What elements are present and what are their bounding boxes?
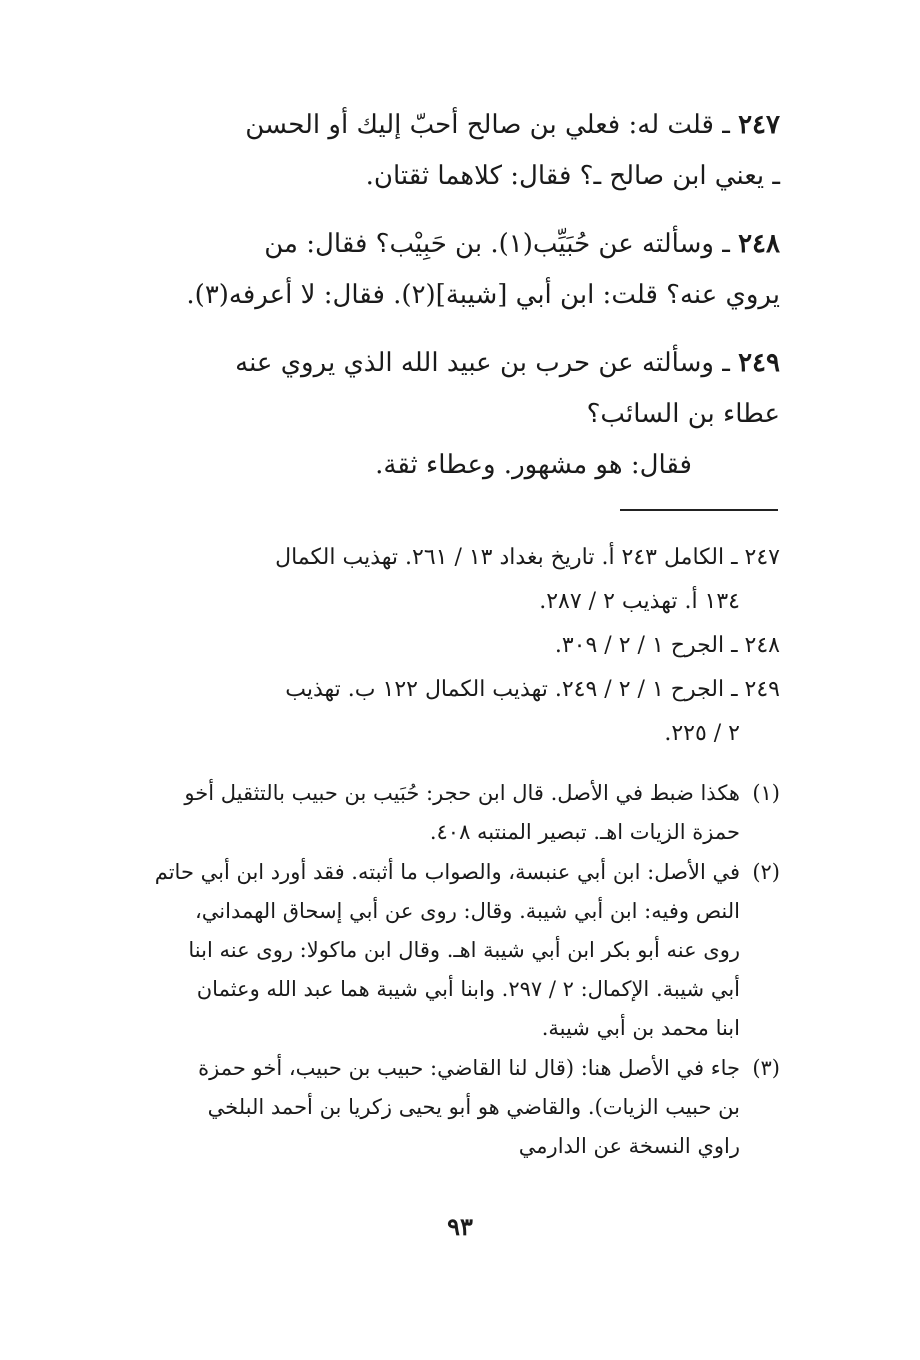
footnote-line: روى عنه أبو بكر ابن أبي شيبة اهـ. وقال ابن ماكولا: روى عنه ابنا [188, 938, 740, 962]
entry-line: عطاء بن السائب؟ [586, 399, 780, 429]
reference-line: ٢٤٩ ـ الجرح ١ / ٢ / ٢٤٩. تهذيب الكمال ١٢٢ ب. تهذيب [285, 677, 780, 702]
entry-line: ٢٤٨ ـ وسألته عن حُبَيِّب(١). بن حَبِيْب؟ فقال: من [264, 229, 780, 259]
main-text [108, 100, 780, 508]
entry-number: ٢٤٨ [738, 229, 780, 259]
reference-continuation: ١٣٤ أ. تهذيب ٢ / ٢٨٧. [539, 589, 740, 614]
footnote-line: جاء في الأصل هنا: (قال لنا القاضي: حبيب بن حبيب، أخو حمزة [198, 1056, 740, 1080]
page-number: ٩٣ [447, 1212, 473, 1241]
footnote-line: بن حبيب الزيات). والقاضي هو أبو يحيى زكريا بن أحمد البلخي [207, 1095, 740, 1119]
reference-line: ٢٤٧ ـ الكامل ٢٤٣ أ. تاريخ بغداد ١٣ / ٢٦١. تهذيب الكمال [275, 545, 780, 570]
footnote-line: ابنا محمد بن أبي شيبة. [541, 1016, 740, 1040]
footnote-marker: (١) [752, 781, 780, 805]
references-block [108, 536, 780, 756]
entry-number: ٢٤٧ [738, 110, 780, 140]
footnote-3 [108, 1049, 780, 1166]
footnote-line: أبي شيبة. الإكمال: ٢ / ٢٩٧. وابنا أبي شيبة هما عبد الله وعثمان [196, 977, 740, 1001]
entry-248 [108, 219, 780, 321]
entry-line: ٢٤٧ ـ قلت له: فعلي بن صالح أحبّ إليك أو الحسن [245, 110, 780, 140]
footnote-marker: (٣) [752, 1056, 780, 1080]
footnote-line: النص وفيه: ابن أبي شيبة. وقال: روى عن أبي إسحاق الهمداني، [195, 899, 740, 923]
footnote-line: هكذا ضبط في الأصل. قال ابن حجر: حُبَيب بن حبيب بالتثقيل أخو [184, 781, 740, 805]
footnote-body [108, 774, 740, 852]
separator-rule [620, 509, 778, 511]
entry-line: فقال: هو مشهور. وعطاء ثقة. [375, 450, 692, 480]
footnote-body [108, 1049, 740, 1166]
footnote-line: راوي النسخة عن الدارمي [518, 1134, 740, 1158]
reference-continuation: ٢ / ٢٢٥. [664, 721, 740, 746]
footnote-2 [108, 853, 780, 1048]
entry-249 [108, 338, 780, 491]
footnotes-block [108, 774, 780, 1167]
entry-number: ٢٤٩ [738, 348, 780, 378]
reference-line: ٢٤٨ ـ الجرح ١ / ٢ / ٣٠٩. [554, 633, 780, 658]
footnote-line: حمزة الزيات اهـ. تبصير المنتبه ٤٠٨. [429, 820, 740, 844]
footnote-body [108, 853, 740, 1048]
footnote-marker: (٢) [752, 860, 780, 884]
footnote-line: في الأصل: ابن أبي عنبسة، والصواب ما أثبته. فقد أورد ابن أبي حاتم [154, 860, 740, 884]
entry-line: ٢٤٩ ـ وسألته عن حرب بن عبيد الله الذي يروي عنه [235, 348, 780, 378]
entry-line: يروي عنه؟ قلت: ابن أبي [شيبة](٢). فقال: لا أعرفه(٣). [186, 280, 780, 310]
footnote-1 [108, 774, 780, 852]
entry-247 [108, 100, 780, 202]
entry-line: ـ يعني ابن صالح ـ؟ فقال: كلاهما ثقتان. [365, 161, 780, 191]
